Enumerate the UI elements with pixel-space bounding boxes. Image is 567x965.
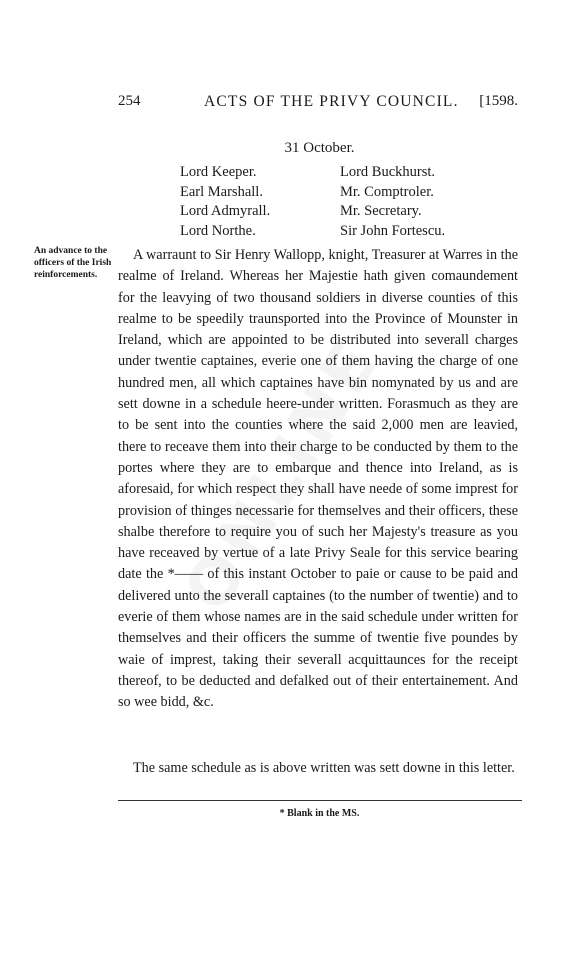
attendee-row [180,222,500,242]
margin-note: An advance to the officers of the Irish reinforcements. [34,246,112,280]
attendee: Earl Marshall. [180,183,263,200]
attendee-row [180,183,500,203]
attendee: Lord Keeper. [180,164,257,180]
footnote-rule [118,800,522,801]
page-number: 254 [118,93,141,109]
attendee: Lord Admyrall. [180,203,271,219]
attendee: Lord Buckhurst. [340,164,436,180]
attendee: Lord Northe. [180,222,256,239]
attendee-row [180,202,500,222]
attendee: Mr. Secretary. [340,203,422,219]
attendee: Sir John Fortescu. [340,222,446,239]
attendee-list [180,163,500,241]
body-paragraph: The same schedule as is above written was sett downe in this letter. [133,760,515,776]
attendee-row [180,163,500,183]
entry-date: 31 October. [284,140,355,156]
page-header [118,93,518,117]
running-title: ACTS OF THE PRIVY COUNCIL. [204,93,459,110]
footnote: * Blank in the MS. [279,808,360,819]
attendee: Mr. Comptroler. [340,183,434,200]
body-paragraph: A warraunt to Sir Henry Wallopp, knight, Treasurer at Warres in the realme of Ireland. Whereas her Majestie hath given comaundement for the leavying of two thousand soldiers in diverse counties of this realme to be speedily traunsported into the Province of Mounster in Ireland, which are appointed to be distributed into severall charges under twentie captaines, everie one of them having the charge of one hundred men, all which captaines have bin nomynated by us and are sett downe in a schedule heere-under written. Forasmuch as they are to be sent into the counties where the said 2,000 men are leavied, there to receave them into their charge to be conducted by them to the portes where they are to embarque and thence into Ireland, as is aforesaid, for which respect they shall have neede of some imprest for provision of thinges necessarie for themselves and their officers, these shalbe therefore to require you of such her Majesty's treasure as you have receaved by vertue of a late Privy Seale for this service bearing date the *—— of this instant October to paie or cause to be paid and delivered unto the severall captaines (to the number of twentie) and to everie of them whose names are in the said schedule under written for themselves and their officers the summe of twentie five poundes by waie of imprest, taking their severall acquittaunces for the receipt thereof, to be deducted and defalked out of their entertainement. And so wee bidd, &c. [118,247,518,711]
year-marker: [1598. [479,93,518,109]
